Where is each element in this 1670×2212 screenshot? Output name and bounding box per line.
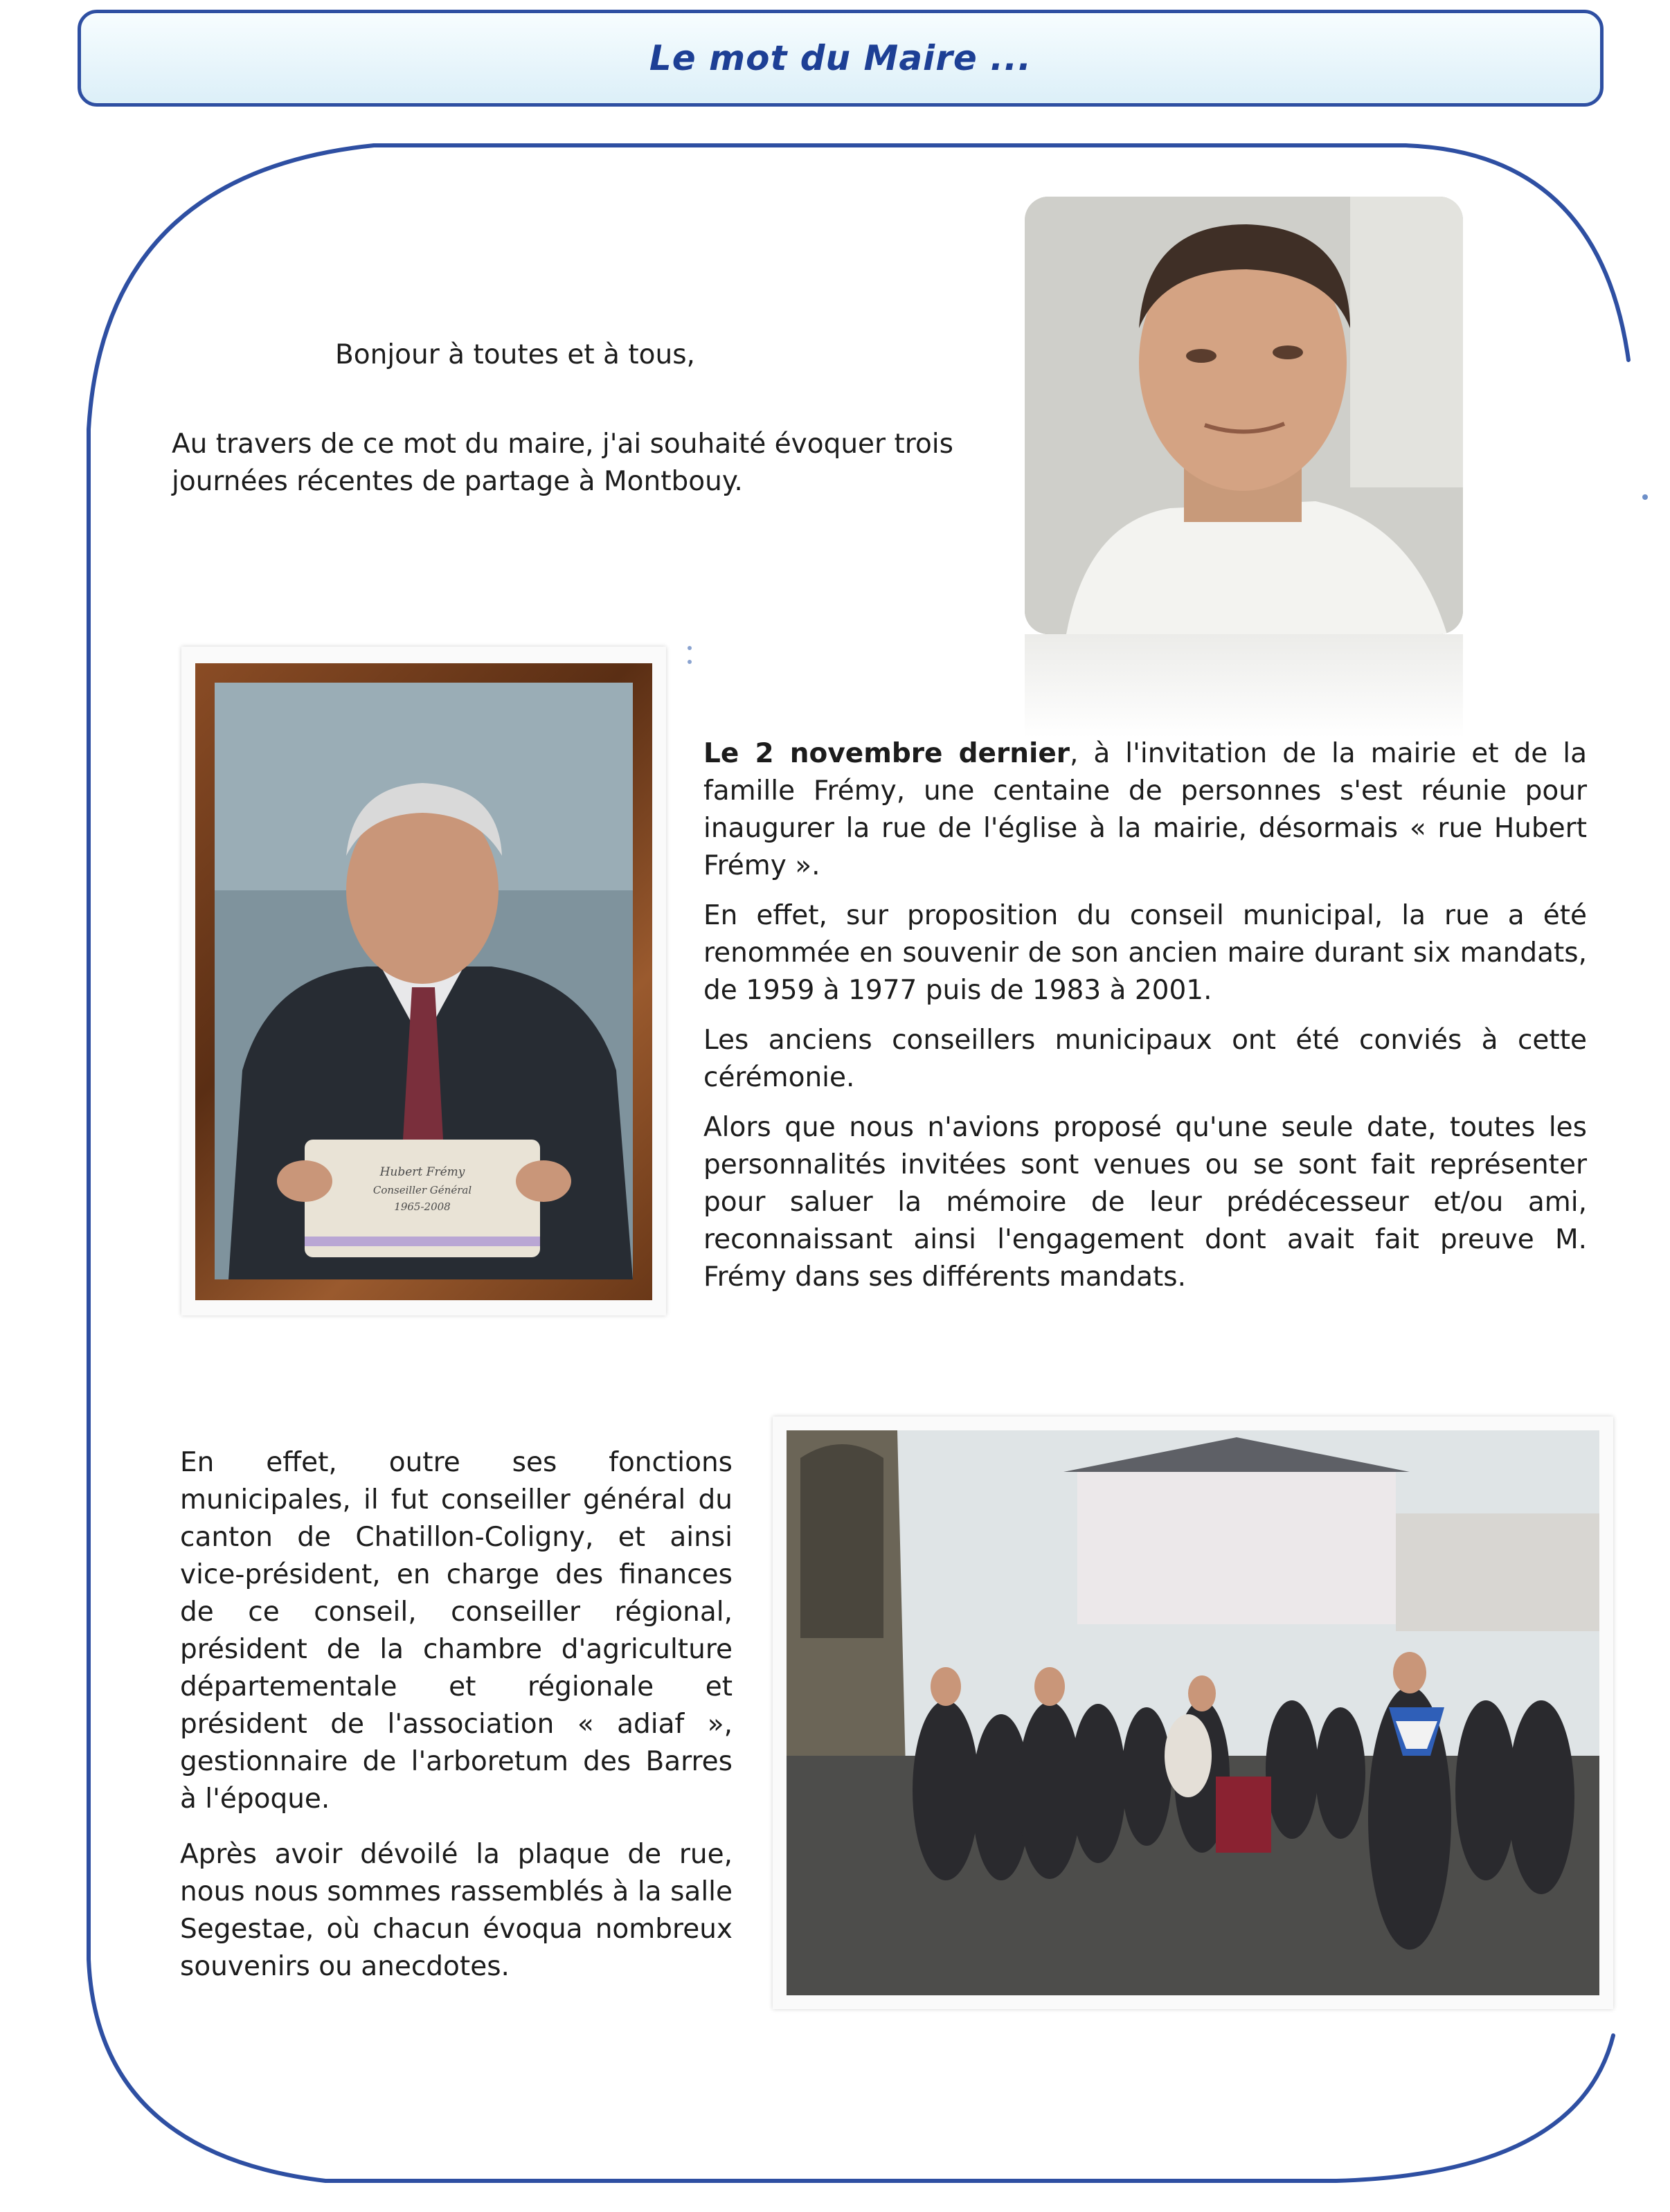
bio-paragraph-1: En effet, outre ses fonctions municipales, il fut conseiller général du canton de Chatillon-Coligny, et ainsi vice-président, en charge des finances de ce conseil, conseiller régional, président de la chambre d'agriculture départementale et régionale et président de l'association « adiaf », gestionnaire de l'arboretum des Barres à l'époque. [180,1447,733,1815]
article-lead-date: Le 2 novembre dernier [703,738,1070,769]
mayor-photo-reflection [1025,634,1463,738]
bio-paragraph-2: Après avoir dévoilé la plaque de rue, nous nous sommes rassemblés à la salle Segestae, où chacun évoqua nombreux souvenirs ou anecdotes. [180,1839,733,1982]
greeting-text: Bonjour à toutes et à tous, [335,339,695,370]
article-text [703,735,1587,1309]
book-line-1: Hubert Frémy [379,1165,465,1179]
article-paragraph-3: Les anciens conseillers municipaux ont été conviés à cette cérémonie. [703,1025,1587,1093]
page-title: Le mot du Maire ... [649,38,1032,78]
article-paragraph-2: En effet, sur proposition du conseil municipal, la rue a été renommée en souvenir de son ancien maire durant six mandats, de 1959 à 1977 puis de 1983 à 2001. [703,900,1587,1006]
article-paragraph-4: Alors que nous n'avions proposé qu'une seule date, toutes les personnalités invitées sont venues ou se sont fait représenter pour saluer la mémoire de leur prédécesseur et/ou ami, reconnaissant ainsi l'engagement dont avait fait preuve M. Frémy dans ses différents mandats. [703,1112,1587,1293]
hubert-fremy-portrait [215,683,633,1279]
article-lead-rest: , à l'invitation de la mairie et de la famille Frémy, une centaine de personnes s'est réunie pour inaugurer la rue de l'église à la mairie, désormais « rue Hubert Frémy ». [703,738,1587,881]
book-line-2: Conseiller Général [372,1184,472,1196]
book-line-3: 1965-2008 [394,1201,451,1213]
ceremony-crowd-photo [787,1430,1599,1995]
intro-text: Au travers de ce mot du maire, j'ai souhaité évoquer trois journées récentes de partage à Montbouy. [172,429,953,497]
mayor-photo [1025,197,1463,634]
article-paragraph-1 [703,735,1587,885]
bio-text [180,1444,733,2004]
